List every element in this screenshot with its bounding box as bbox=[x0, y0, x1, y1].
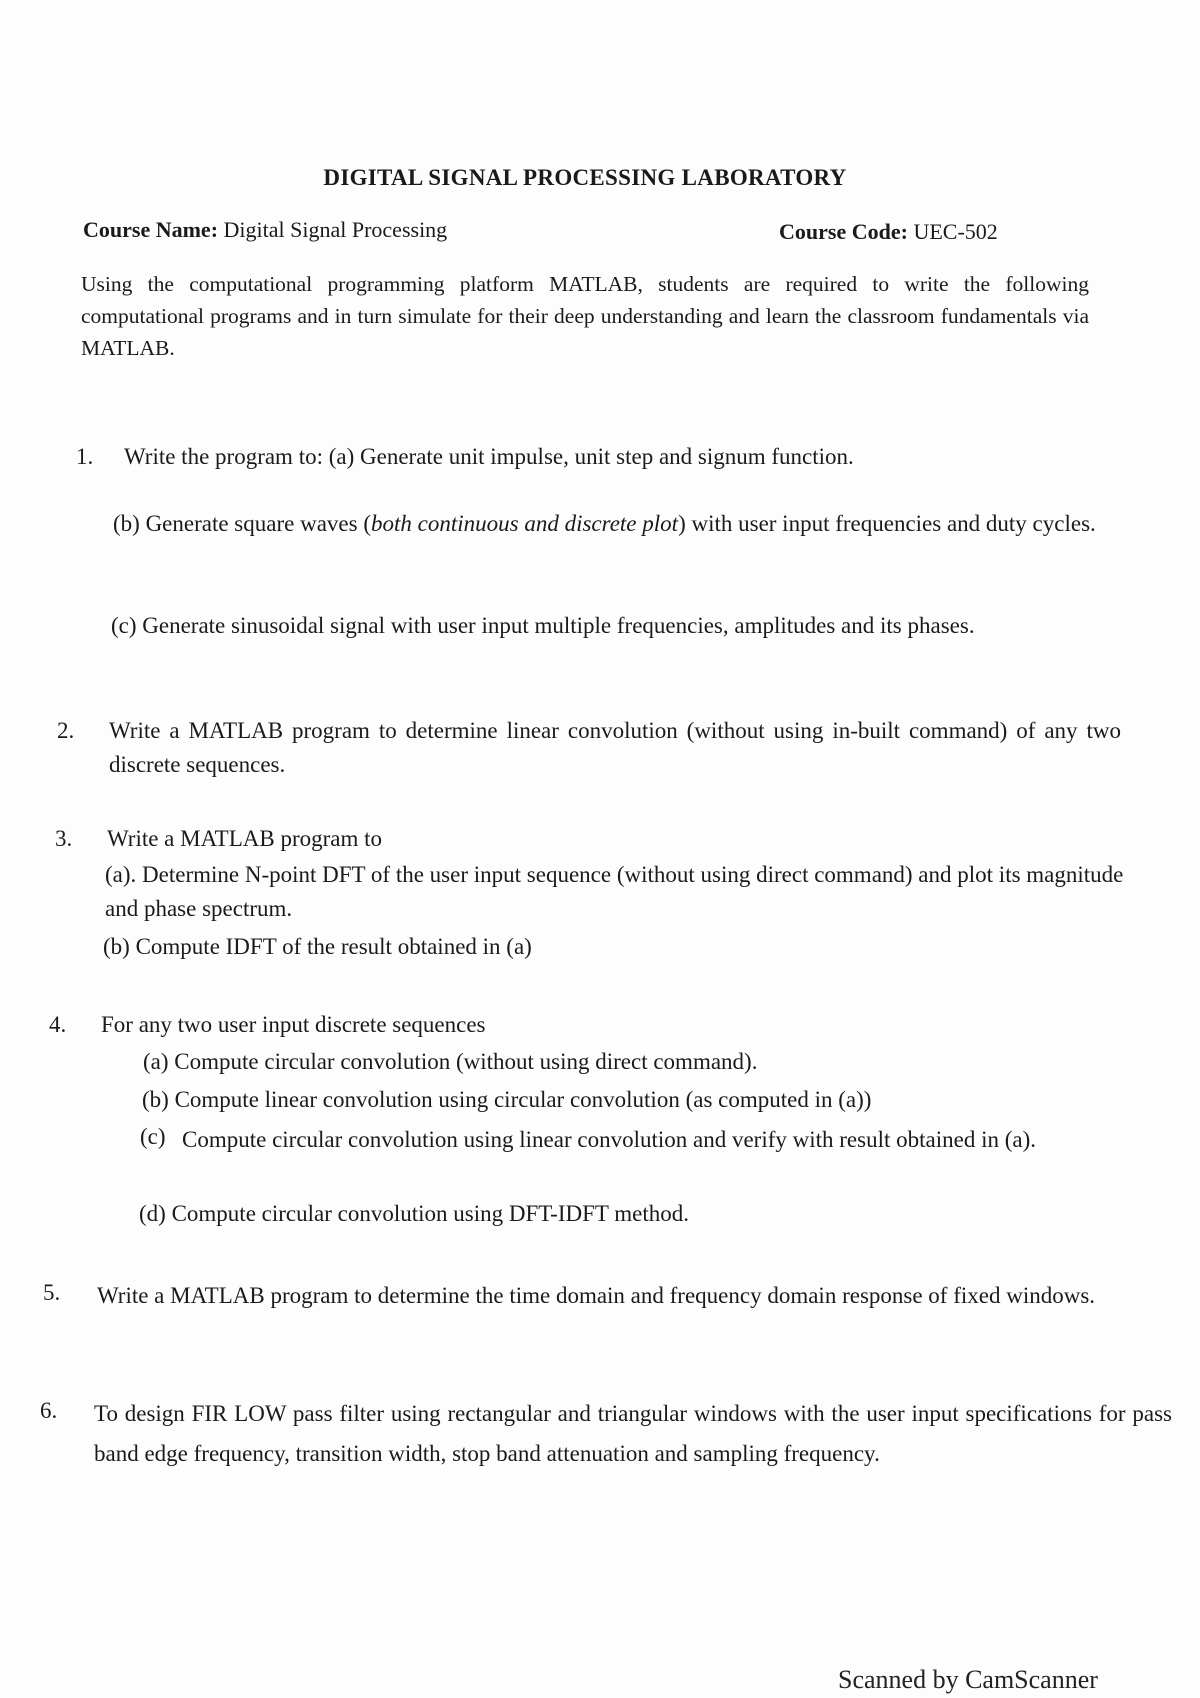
item-text: To design FIR LOW pass filter using rectangular and triangular windows with the user input specifications for pass band edge frequency, transition width, stop band attenuation and sampling frequency. bbox=[94, 1401, 1172, 1466]
item-4-part-d: (d) Compute circular convolution using DFT-IDFT method. bbox=[139, 1201, 690, 1226]
item-number: 5. bbox=[43, 1280, 61, 1305]
course-code bbox=[779, 219, 998, 245]
course-name bbox=[83, 217, 447, 243]
item-1-part-b-start: (b) Generate square waves ( bbox=[113, 511, 371, 536]
item-1-part-b-end: ) with user input frequencies and duty cycles. bbox=[678, 511, 1096, 536]
page-title: DIGITAL SIGNAL PROCESSING LABORATORY bbox=[323, 165, 847, 190]
item-number: 6. bbox=[40, 1398, 58, 1423]
item-text: Write a MATLAB program to determine the time domain and frequency domain response of fixed windows. bbox=[97, 1283, 1096, 1308]
item-number: 1. bbox=[76, 444, 94, 469]
item-number: 2. bbox=[57, 718, 75, 743]
scanner-watermark: Scanned by CamScanner bbox=[838, 1665, 1098, 1694]
item-text: Write a MATLAB program to bbox=[107, 826, 383, 851]
course-code-label: Course Code: bbox=[779, 219, 908, 244]
item-4-part-c: Compute circular convolution using linear convolution and verify with result obtained in (a). bbox=[182, 1127, 1036, 1152]
item-4-part-a: (a) Compute circular convolution (without using direct command). bbox=[143, 1049, 758, 1074]
item-text: For any two user input discrete sequences bbox=[101, 1012, 486, 1037]
course-name-value: Digital Signal Processing bbox=[223, 217, 448, 242]
item-number: 3. bbox=[55, 826, 73, 851]
item-4-part-b: (b) Compute linear convolution using circular convolution (as computed in (a)) bbox=[142, 1087, 872, 1112]
course-code-value: UEC-502 bbox=[913, 219, 998, 244]
course-name-label: Course Name: bbox=[83, 217, 219, 242]
item-1-part-b bbox=[113, 507, 1111, 541]
item-1-part-c: (c) Generate sinusoidal signal with user input multiple frequencies, amplitudes and its phases. bbox=[111, 613, 975, 638]
item-number: 4. bbox=[49, 1012, 67, 1037]
item-text: Write the program to: (a) Generate unit impulse, unit step and signum function. bbox=[124, 444, 854, 469]
item-4-part-c-label: (c) bbox=[140, 1124, 166, 1149]
intro-paragraph: Using the computational programming platform MATLAB, students are required to write the following computational programs and in turn simulate for their deep understanding and learn the classroom fundamentals via MATLAB. bbox=[81, 272, 1089, 360]
item-1-part-b-italic: both continuous and discrete plot bbox=[370, 511, 679, 536]
item-3-part-a: (a). Determine N-point DFT of the user input sequence (without using direct command) and plot its magnitude and phase spectrum. bbox=[105, 862, 1124, 921]
item-text: Write a MATLAB program to determine linear convolution (without using in-built command) of any two discrete sequences. bbox=[109, 718, 1121, 777]
item-3-part-b: (b) Compute IDFT of the result obtained in (a) bbox=[103, 934, 532, 959]
